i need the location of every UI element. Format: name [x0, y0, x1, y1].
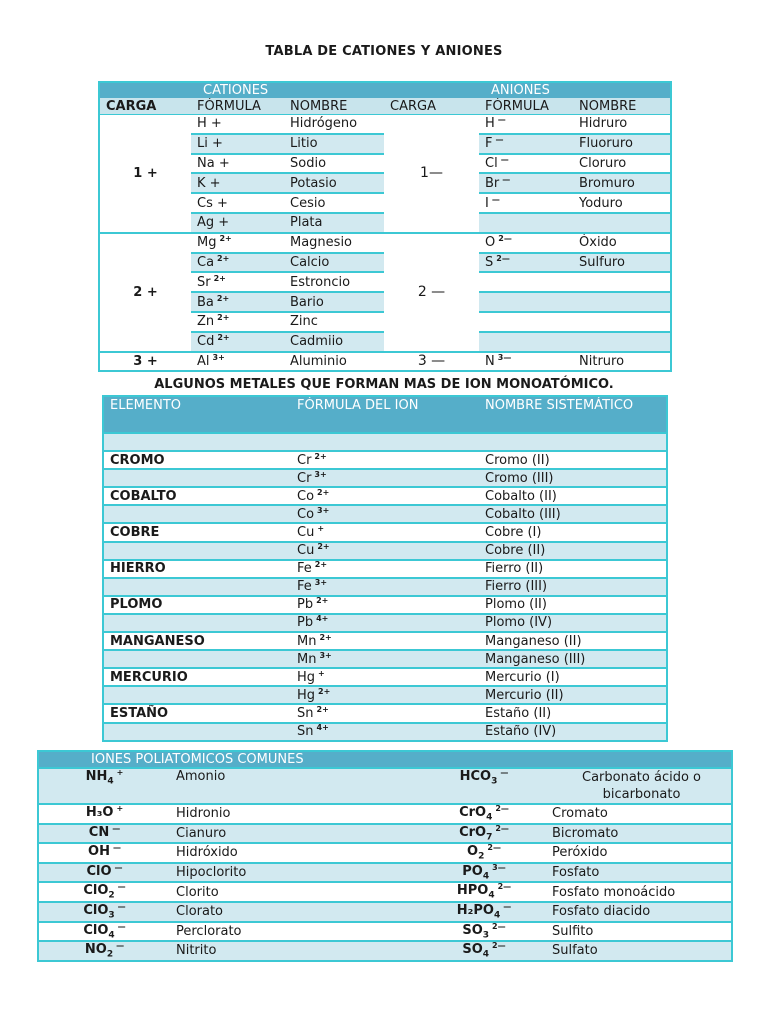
table-row	[38, 941, 732, 961]
anion-formula: I —	[479, 193, 573, 213]
ion-formula: Hg +	[291, 668, 479, 686]
cation-formula: Ba $^{2+}$	[191, 292, 284, 312]
col-header-ion-formula: FÓRMULA DEL ION	[291, 396, 479, 433]
table-row	[103, 614, 667, 632]
anion-formula: Cl —	[479, 154, 573, 174]
ion-formula: H₃O +	[38, 804, 170, 824]
table-row	[103, 668, 667, 686]
ion-formula: $H_2PO_4^—$	[422, 902, 546, 922]
ion-name: Carbonato ácido o bicarbonato	[546, 768, 732, 804]
group-header-row	[99, 82, 671, 98]
cation-formula: Al $^{3+}$	[191, 352, 284, 372]
element-name	[103, 578, 291, 596]
anion-formula	[479, 312, 573, 332]
cation-charge: 1 +	[99, 115, 191, 233]
col-header-formula: FÓRMULA	[479, 98, 573, 115]
ion-formula: ClO$_3$—	[38, 902, 170, 922]
element-name	[103, 614, 291, 632]
cation-name: Cadmiio	[284, 332, 384, 352]
ion-name: Fosfato diacido	[546, 902, 732, 922]
table-row	[103, 560, 667, 578]
ion-formula: Cr $^{2+}$	[291, 451, 479, 469]
ion-name: Sulfato	[546, 941, 732, 961]
table-row	[103, 632, 667, 650]
col-header-charge: CARGA	[384, 98, 479, 115]
ion-name: Amonio	[170, 768, 422, 804]
ion-name: Fosfato monoácido	[546, 882, 732, 902]
ion-formula: $HCO_3^—$	[422, 768, 546, 804]
ion-formula: $HPO_4^{2—}$	[422, 882, 546, 902]
systematic-name: Mercurio (II)	[479, 686, 667, 704]
ion-formula: $SO_4^{2—}$	[422, 941, 546, 961]
ion-name: Clorato	[170, 902, 422, 922]
table-row	[103, 686, 667, 704]
systematic-name: Plomo (IV)	[479, 614, 667, 632]
table-row	[38, 843, 732, 863]
ion-name: Perclorato	[170, 922, 422, 942]
table-row	[103, 723, 667, 741]
ion-formula: Sn $^{4+}$	[291, 723, 479, 741]
ion-formula: CrO$_4^{2—}$	[422, 804, 546, 824]
ion-formula: OH —	[38, 843, 170, 863]
cation-name: Cesio	[284, 193, 384, 213]
ion-formula: $NO_2^—$	[38, 941, 170, 961]
ion-formula: Fe $^{2+}$	[291, 560, 479, 578]
column-header-row	[38, 751, 732, 768]
ion-formula: ClO$_2$—	[38, 882, 170, 902]
ion-formula: Mn $^{3+}$	[291, 650, 479, 668]
table-row	[38, 768, 732, 804]
ion-name: Cromato	[546, 804, 732, 824]
element-name	[103, 686, 291, 704]
anion-name: Hidruro	[573, 115, 671, 134]
element-name	[103, 723, 291, 741]
cation-formula: Ag +	[191, 213, 284, 233]
table-row	[38, 902, 732, 922]
ion-name: Hidróxido	[170, 843, 422, 863]
anion-formula: O $^{2—}$	[479, 233, 573, 253]
table-row	[103, 433, 667, 451]
anion-name: Óxido	[573, 233, 671, 253]
cation-name: Hidrógeno	[284, 115, 384, 134]
cation-charge: 2 +	[99, 233, 191, 352]
systematic-name: Estaño (IV)	[479, 723, 667, 741]
ion-formula: Hg $^{2+}$	[291, 686, 479, 704]
table-row	[38, 804, 732, 824]
systematic-name: Cobalto (II)	[479, 487, 667, 505]
cation-formula: Cs +	[191, 193, 284, 213]
ion-formula: $NH_4^+$	[38, 768, 170, 804]
table-row	[103, 523, 667, 541]
table-row	[103, 596, 667, 614]
cation-formula: Cd $^{2+}$	[191, 332, 284, 352]
element-name: MANGANESO	[103, 632, 291, 650]
element-name	[103, 505, 291, 523]
systematic-name: Estaño (II)	[479, 704, 667, 722]
cation-name: Litio	[284, 134, 384, 154]
anion-name: Bromuro	[573, 173, 671, 193]
cation-name: Aluminio	[284, 352, 384, 372]
ion-name: Hidronio	[170, 804, 422, 824]
col-header-formula: FÓRMULA	[191, 98, 284, 115]
element-name	[103, 650, 291, 668]
cation-charge: 3 +	[99, 352, 191, 372]
anion-name: Cloruro	[573, 154, 671, 174]
cation-formula: H +	[191, 115, 284, 134]
element-name: MERCURIO	[103, 668, 291, 686]
systematic-name: Cobre (II)	[479, 542, 667, 560]
anion-name: Nitruro	[573, 352, 671, 372]
cations-group-label: CATIONES	[191, 82, 384, 98]
systematic-name: Mercurio (I)	[479, 668, 667, 686]
anion-formula: H —	[479, 115, 573, 134]
anion-name: Yoduro	[573, 193, 671, 213]
systematic-name: Fierro (III)	[479, 578, 667, 596]
table-row	[99, 233, 671, 253]
element-name: HIERRO	[103, 560, 291, 578]
page-title: TABLA DE CATIONES Y ANIONES	[265, 44, 503, 59]
table-row	[103, 578, 667, 596]
table-row	[103, 650, 667, 668]
ion-name: Hipoclorito	[170, 863, 422, 883]
cations-anions-table	[98, 81, 672, 372]
anion-name	[573, 312, 671, 332]
anion-formula: Br —	[479, 173, 573, 193]
ion-formula: Sn $^{2+}$	[291, 704, 479, 722]
anion-formula	[479, 292, 573, 312]
element-name: COBALTO	[103, 487, 291, 505]
ion-name: Fosfato	[546, 863, 732, 883]
column-header-row	[99, 98, 671, 115]
table-row	[38, 863, 732, 883]
table-row	[103, 487, 667, 505]
cation-name: Bario	[284, 292, 384, 312]
systematic-name: Manganeso (III)	[479, 650, 667, 668]
ion-formula: CrO$_7^{2—}$	[422, 824, 546, 844]
cation-name: Sodio	[284, 154, 384, 174]
systematic-name: Fierro (II)	[479, 560, 667, 578]
ion-name: Sulfito	[546, 922, 732, 942]
col-header-element: ELEMENTO	[103, 396, 291, 433]
anion-charge: 2 —	[384, 233, 479, 352]
cation-formula: Mg $^{2+}$	[191, 233, 284, 253]
cation-name: Magnesio	[284, 233, 384, 253]
column-header-row	[103, 396, 667, 433]
table-row	[103, 505, 667, 523]
ion-formula: Cu +	[291, 523, 479, 541]
ion-name: Cianuro	[170, 824, 422, 844]
cation-name: Plata	[284, 213, 384, 233]
table-row	[103, 451, 667, 469]
element-name: COBRE	[103, 523, 291, 541]
cation-formula: Na +	[191, 154, 284, 174]
element-name: CROMO	[103, 451, 291, 469]
ion-formula: Pb $^{4+}$	[291, 614, 479, 632]
anion-name: Fluoruro	[573, 134, 671, 154]
polyatomic-ions-table	[37, 750, 733, 962]
ion-formula: Co $^{3+}$	[291, 505, 479, 523]
table-row	[103, 704, 667, 722]
cation-name: Zinc	[284, 312, 384, 332]
ion-formula: CN —	[38, 824, 170, 844]
cation-name: Calcio	[284, 253, 384, 273]
anion-charge: 3 —	[384, 352, 479, 372]
table-row	[103, 469, 667, 487]
anion-name	[573, 332, 671, 352]
element-name: PLOMO	[103, 596, 291, 614]
ion-formula: Cu $^{2+}$	[291, 542, 479, 560]
cation-name: Potasio	[284, 173, 384, 193]
element-name: ESTAÑO	[103, 704, 291, 722]
table-row	[99, 115, 671, 134]
table-row	[38, 922, 732, 942]
element-name	[103, 542, 291, 560]
element-name	[103, 469, 291, 487]
col-header-name: NOMBRE	[284, 98, 384, 115]
table-row	[103, 542, 667, 560]
col-header-name: NOMBRE	[573, 98, 671, 115]
cation-formula: K +	[191, 173, 284, 193]
ion-formula: Co $^{2+}$	[291, 487, 479, 505]
ion-formula: $SO_3^{2—}$	[422, 922, 546, 942]
systematic-name: Cromo (II)	[479, 451, 667, 469]
anion-name	[573, 292, 671, 312]
ion-name: Bicromato	[546, 824, 732, 844]
ion-formula: $O_2^{2—}$	[422, 843, 546, 863]
anion-formula	[479, 272, 573, 292]
anion-formula: F —	[479, 134, 573, 154]
table-row	[99, 352, 671, 372]
ion-formula: ClO$_4$—	[38, 922, 170, 942]
table-row	[38, 824, 732, 844]
ion-formula: ClO —	[38, 863, 170, 883]
anion-formula	[479, 332, 573, 352]
cation-formula: Ca $^{2+}$	[191, 253, 284, 273]
cation-name: Estroncio	[284, 272, 384, 292]
ion-formula: Mn $^{2+}$	[291, 632, 479, 650]
anion-formula: N $^{3—}$	[479, 352, 573, 372]
cation-formula: Li +	[191, 134, 284, 154]
cation-formula: Zn $^{2+}$	[191, 312, 284, 332]
ion-name: Peróxido	[546, 843, 732, 863]
anions-group-label: ANIONES	[479, 82, 671, 98]
anion-name	[573, 213, 671, 233]
systematic-name: Cromo (III)	[479, 469, 667, 487]
anion-formula: S $^{2—}$	[479, 253, 573, 273]
polyatomic-header: IONES POLIATÓMICOS COMUNES	[38, 751, 732, 768]
anion-charge: 1—	[384, 115, 479, 233]
col-header-systematic-name: NOMBRE SISTEMÁTICO	[479, 396, 667, 433]
table-row	[38, 882, 732, 902]
ion-formula: Pb $^{2+}$	[291, 596, 479, 614]
systematic-name: Manganeso (II)	[479, 632, 667, 650]
systematic-name: Plomo (II)	[479, 596, 667, 614]
ion-formula: Cr $^{3+}$	[291, 469, 479, 487]
ion-name: Nitrito	[170, 941, 422, 961]
systematic-name: Cobalto (III)	[479, 505, 667, 523]
metals-ions-table	[102, 395, 668, 742]
ion-formula: Fe $^{3+}$	[291, 578, 479, 596]
ion-formula: $PO_4^{3—}$	[422, 863, 546, 883]
systematic-name: Cobre (I)	[479, 523, 667, 541]
anion-name: Sulfuro	[573, 253, 671, 273]
cation-formula: Sr $^{2+}$	[191, 272, 284, 292]
col-header-charge: CARGA	[99, 98, 191, 115]
anion-formula	[479, 213, 573, 233]
ion-name: Clorito	[170, 882, 422, 902]
anion-name	[573, 272, 671, 292]
section-title: ALGUNOS METALES QUE FORMAN MAS DE ION MONOATÓMICO.	[154, 377, 614, 392]
